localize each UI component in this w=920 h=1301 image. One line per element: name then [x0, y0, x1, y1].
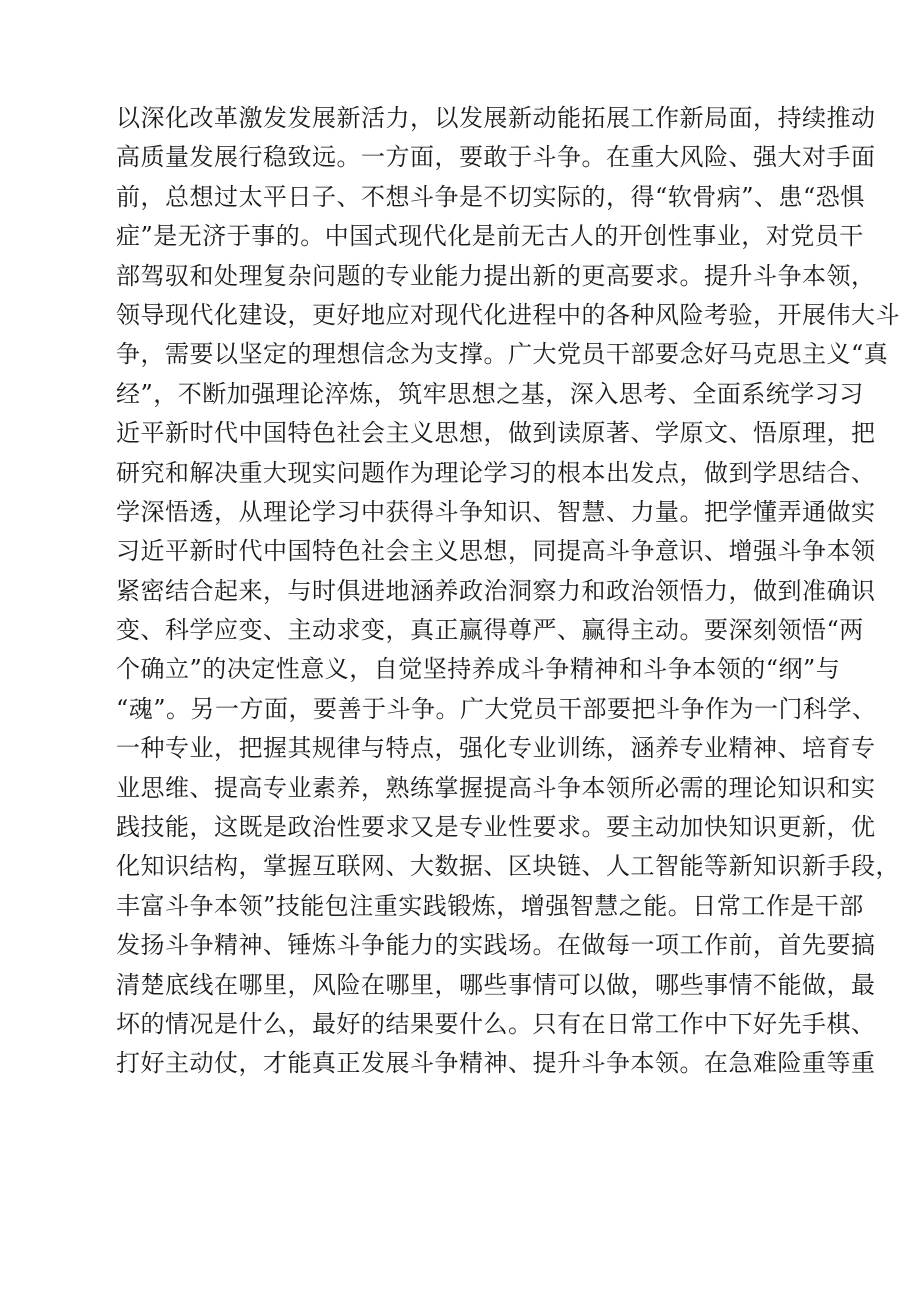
text-line: 紧密结合起来，与时俱进地涵养政治洞察力和政治领悟力，做到准确识 [116, 576, 876, 605]
text-line: 领导现代化建设，更好地应对现代化进程中的各种风险考验，开展伟大斗 [116, 300, 900, 329]
text-line: 化知识结构，掌握互联网、大数据、区块链、人工智能等新知识新手段， [116, 852, 900, 881]
text-line: 习近平新时代中国特色社会主义思想，同提高斗争意识、增强斗争本领 [116, 537, 876, 566]
text-line: 部驾驭和处理复杂问题的专业能力提出新的更高要求。提升斗争本领， [116, 261, 876, 290]
text-line: 前，总想过太平日子、不想斗争是不切实际的，得“软骨病”、患“恐惧 [116, 182, 865, 211]
text-line: 坏的情况是什么，最好的结果要什么。只有在日常工作中下好先手棋、 [116, 1009, 876, 1038]
text-line: 研究和解决重大现实问题作为理论学习的根本出发点，做到学思结合、 [116, 458, 876, 487]
body-paragraph [116, 99, 900, 1084]
text-line: 争，需要以坚定的理想信念为支撑。广大党员干部要念好马克思主义“真 [116, 340, 889, 369]
text-line: 践技能，这既是政治性要求又是专业性要求。要主动加快知识更新，优 [116, 813, 876, 842]
text-line: 发扬斗争精神、锤炼斗争能力的实践场。在做每一项工作前，首先要搞 [116, 931, 876, 960]
text-line: 业思维、提高专业素养，熟练掌握提高斗争本领所必需的理论知识和实 [116, 773, 876, 802]
text-line: 以深化改革激发发展新活力，以发展新动能拓展工作新局面，持续推动 [116, 104, 876, 132]
text-line: 经”，不断加强理论淬炼，筑牢思想之基，深入思考、全面系统学习习 [116, 379, 864, 408]
text-line: “魂”。另一方面，要善于斗争。广大党员干部要把斗争作为一门科学、 [116, 694, 877, 723]
text-line: 变、科学应变、主动求变，真正赢得尊严、赢得主动。要深刻领悟“两 [116, 616, 864, 645]
text-line: 个确立”的决定性意义，自觉坚持养成斗争精神和斗争本领的“纲”与 [116, 655, 841, 684]
text-line: 清楚底线在哪里，风险在哪里，哪些事情可以做，哪些事情不能做，最 [116, 970, 876, 999]
text-line: 丰富斗争本领”技能包注重实践锻炼，增强智慧之能。日常工作是干部 [116, 891, 864, 920]
text-line: 学深悟透，从理论学习中获得斗争知识、智慧、力量。把学懂弄通做实 [116, 497, 876, 526]
text-line: 一种专业，把握其规律与特点，强化专业训练，涵养专业精神、培育专 [116, 734, 876, 763]
text-line: 打好主动仗，才能真正发展斗争精神、提升斗争本领。在急难险重等重 [116, 1049, 876, 1078]
text-line: 高质量发展行稳致远。一方面，要敢于斗争。在重大风险、强大对手面 [116, 143, 876, 172]
text-line: 近平新时代中国特色社会主义思想，做到读原著、学原文、悟原理，把 [116, 419, 876, 448]
text-line: 症”是无济于事的。中国式现代化是前无古人的开创性事业，对党员干 [116, 222, 864, 251]
